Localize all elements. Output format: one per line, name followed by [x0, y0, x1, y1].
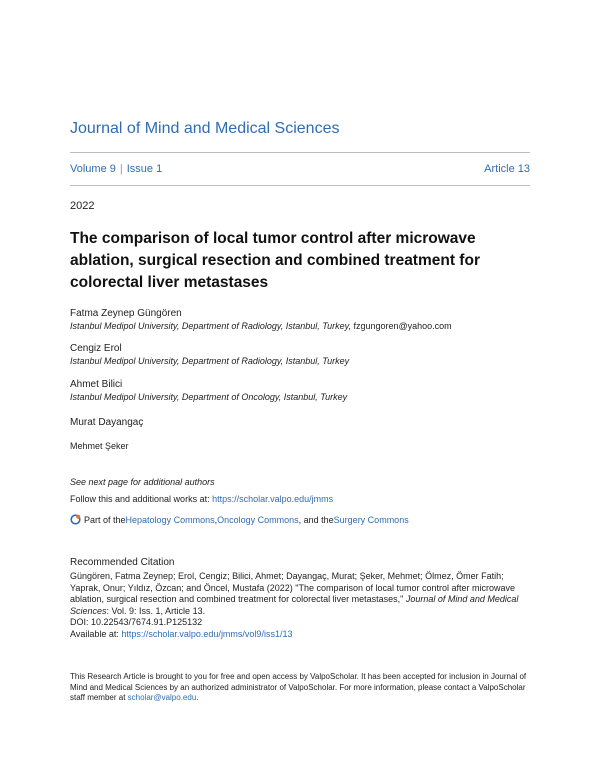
author-name: Fatma Zeynep Güngören	[70, 308, 182, 319]
divider-top	[70, 152, 530, 153]
article-title: The comparison of local tumor control after microwave ablation, surgical resection and combined treatment for colorectal liver metastases	[70, 230, 480, 291]
issue-separator: |	[119, 163, 123, 175]
available-label: Available at:	[70, 628, 122, 639]
follow-text: Follow this and additional works at:	[70, 494, 213, 504]
author-name: Mehmet Şeker	[70, 441, 129, 451]
citation-tail: : Vol. 9: Iss. 1, Article 13.	[106, 605, 206, 616]
part-of-comma: ,	[214, 514, 218, 525]
part-of-prefix: Part of the	[84, 514, 126, 525]
publication-year: 2022	[70, 200, 95, 212]
divider-bottom	[70, 185, 530, 186]
surgery-commons-link[interactable]: Surgery Commons	[333, 514, 409, 525]
citation-journal: Journal of Mind and Medical Sciences	[70, 594, 519, 616]
author-affiliation: Istanbul Medipol University, Department of Radiology, Istanbul, Turkey	[70, 356, 350, 366]
footer-end: .	[196, 693, 199, 702]
author-affiliation: Istanbul Medipol University, Department of Radiology, Istanbul, Turkey, fzgungoren@yahoo.com	[70, 321, 452, 331]
part-of-and: , and the	[298, 514, 334, 525]
issue-link[interactable]: Issue 1	[126, 163, 163, 175]
follow-link[interactable]: https://scholar.valpo.edu/jmms	[212, 494, 334, 504]
author-email: fzgungoren@yahoo.com	[353, 321, 452, 331]
footer-text: This Research Article is brought to you for free and open access by ValpoScholar. It has been accepted for inclusion in Journal of Mind and Medical Sciences by an authorized administrator of ValpoScholar. For more information, please contact a ValpoScholar staff member at	[70, 672, 527, 702]
citation-body: Güngören, Fatma Zeynep; Erol, Cengiz; Bilici, Ahmet; Dayangaç, Murat; Şeker, Mehmet; Ölmez, Ömer Fatih; Yaprak, Onur; Yıldız, Özcan; and Öncel, Mustafa (2022) "The comparison of local tumor control after microwave ablation, surgical resection and combined treatment for colorectal liver metastases,"	[70, 571, 516, 604]
recommended-citation-heading: Recommended Citation	[70, 557, 175, 568]
issue-row	[70, 163, 530, 175]
journal-title-link[interactable]: Journal of Mind and Medical Sciences	[70, 120, 340, 137]
article-link[interactable]: Article 13	[484, 163, 530, 175]
citation-doi: DOI: 10.22543/7674.91.P125132	[70, 617, 203, 627]
author-name: Murat Dayangaç	[70, 417, 144, 428]
author-name: Ahmet Bilici	[70, 379, 123, 390]
author-name: Cengiz Erol	[70, 343, 122, 354]
see-next-page-note: See next page for additional authors	[70, 477, 215, 487]
contact-email-link[interactable]: scholar@valpo.edu	[127, 693, 197, 702]
author-affiliation: Istanbul Medipol University, Department of Oncology, Istanbul, Turkey	[70, 392, 348, 402]
part-of-line	[70, 514, 409, 525]
oncology-commons-link[interactable]: Oncology Commons	[217, 514, 299, 525]
footer-notice	[70, 672, 532, 704]
citation-block	[70, 571, 532, 640]
available-link[interactable]: https://scholar.valpo.edu/jmms/vol9/iss1/13	[121, 628, 293, 639]
commons-network-icon	[70, 514, 81, 525]
hepatology-commons-link[interactable]: Hepatology Commons	[125, 514, 215, 525]
affiliation-text: Istanbul Medipol University, Department of Radiology, Istanbul, Turkey	[70, 321, 349, 331]
follow-line	[70, 494, 333, 504]
volume-link[interactable]: Volume 9	[70, 163, 116, 175]
